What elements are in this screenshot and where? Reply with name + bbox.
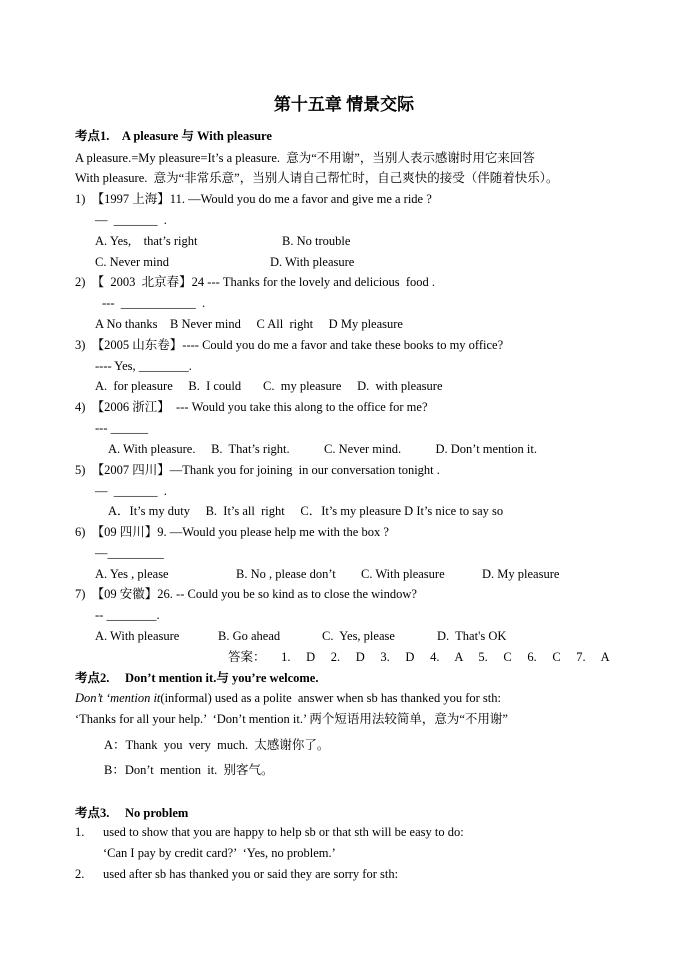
q7-option-c: C. Yes, please [322,629,395,643]
q3-options: A. for pleasure B. I could C. my pleasure D. with pleasure [95,379,443,393]
item-1-example: ‘Can I pay by credit card?’ ‘Yes, no problem.’ [103,846,336,860]
definition-term: Don’t ‘mention it [75,691,161,705]
q5-answer-blank: — _______ . [95,484,167,498]
section-2-heading: 考点2. Don’t mention it.与 you’re welcome. [75,671,319,685]
q6-option-d: D. My pleasure [482,567,560,581]
section-1-heading: 考点1. A pleasure 与 With pleasure [75,129,272,143]
dialog-line-b: B：Don’t mention it. 别客气。 [104,763,274,777]
q6-option-b: B. No , please don’t [236,567,336,581]
q4-options: A. With pleasure. B. That’s right. C. Never mind. D. Don’t mention it. [108,442,537,456]
q7-option-a: A. With pleasure [95,629,180,643]
q5-stem: 5) 【2007 四川】—Thank you for joining in our conversation tonight . [75,463,440,477]
section-3-heading: 考点3. No problem [75,806,189,820]
q4-stem: 4) 【2006 浙江】 --- Would you take this along to the office for me? [75,400,428,414]
q6-option-c: C. With pleasure [361,567,445,581]
q1-option-a: A. Yes, that’s right [95,234,198,248]
q3-stem: 3) 【2005 山东卷】---- Could you do me a favor and take these books to my office? [75,338,504,352]
dialog-line-a: A：Thank you very much. 太感谢你了。 [104,738,330,752]
q4-answer-blank: --- ______ [95,421,149,435]
q6-option-a: A. Yes , please [95,567,169,581]
q7-stem: 7) 【09 安徽】26. -- Could you be so kind as to close the window? [75,587,417,601]
q7-option-b: B. Go ahead [218,629,281,643]
q1-option-c: C. Never mind [95,255,169,269]
definition-text: (informal) used as a polite answer when sb has thanked you for sth: [160,691,501,705]
section-2-definition [75,690,501,706]
q2-options: A No thanks B Never mind C All right D My pleasure [95,317,403,331]
q1-option-d: D. With pleasure [270,255,355,269]
q7-answer-blank: -- ________. [95,608,160,622]
q1-option-b: B. No trouble [282,234,351,248]
q6-stem: 6) 【09 四川】9. —Would you please help me with the box ? [75,525,389,539]
q5-options: A．It’s my duty B. It’s all right C．It’s my pleasure D It’s nice to say so [108,504,504,518]
item-1-text: used to show that you are happy to help sb or that sth will be easy to do: [103,825,464,839]
item-1-number: 1. [75,825,85,839]
chapter-title: 第十五章 情景交际 [273,95,415,114]
section-2-example: ‘Thanks for all your help.’ ‘Don’t mention it.’ 两个短语用法较简单，意为“不用谢” [75,712,508,726]
q7-option-d: D. That's OK [437,629,507,643]
item-2-text: used after sb has thanked you or said they are sorry for sth: [103,867,399,881]
item-2-number: 2. [75,867,85,881]
q2-answer-blank: --- ____________ . [102,296,206,310]
q2-stem: 2) 【 2003 北京春】24 --- Thanks for the lovely and delicious food . [75,275,436,289]
q3-answer-blank: ---- Yes, ________. [95,359,192,373]
q1-answer-blank: — _______ . [95,213,167,227]
q1-stem: 1) 【1997 上海】11. —Would you do me a favor and give me a ride ? [75,192,432,206]
answer-key: 答案： 1. D 2. D 3. D 4. A 5. C 6. C 7. A [228,650,610,664]
section-1-desc-1: A pleasure.=My pleasure=It’s a pleasure. 意为“不用谢”，当别人表示感谢时用它来回答 [75,151,535,165]
q6-answer-blank: —_________ [95,546,164,560]
section-1-desc-2: With pleasure. 意为“非常乐意”，当别人请自己帮忙时，自己爽快的接受（伴随着快乐）。 [75,171,559,185]
